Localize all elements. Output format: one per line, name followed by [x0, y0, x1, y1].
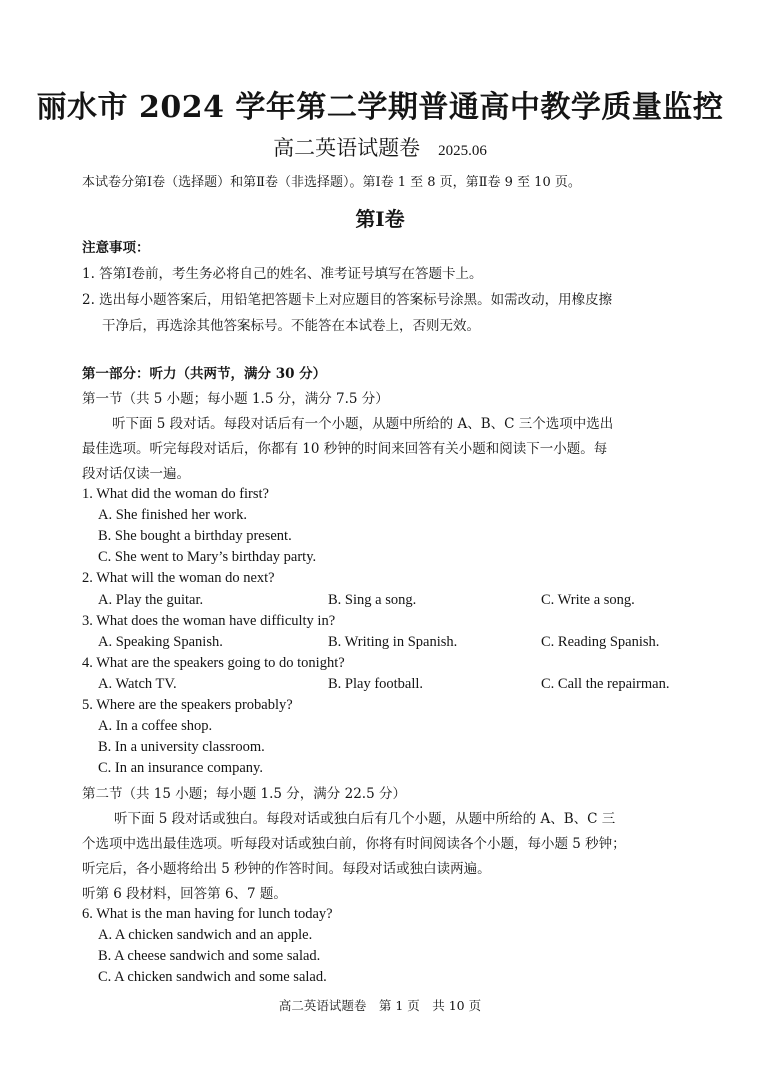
option-b: B. She bought a birthday present. [98, 528, 292, 544]
page-footer: 高二英语试题卷 第 1 页 共 10 页 [278, 998, 482, 1013]
exam-title: 丽水市 2024 学年第二学期普通高中教学质量监控 [36, 90, 724, 125]
section1-heading: 第一部分：听力（共两节，满分 30 分） [82, 366, 327, 382]
exam-date: 2025.06 [438, 143, 487, 159]
option-a: A. A chicken sandwich and an apple. [98, 927, 313, 943]
exam-intro: 本试卷分第Ⅰ卷（选择题）和第Ⅱ卷（非选择题）。第Ⅰ卷 1 至 8 页，第Ⅱ卷 9 至 10 页。 [82, 175, 581, 190]
option-a: A. She finished her work. [98, 507, 248, 523]
question-stem: 3. What does the woman have difficulty in? [82, 613, 336, 629]
option-a: A. Watch TV. [98, 676, 177, 692]
question-stem: 5. Where are the speakers probably? [82, 697, 293, 713]
option-a: A. Speaking Spanish. [98, 634, 223, 650]
option-b: B. Writing in Spanish. [328, 634, 458, 650]
question-stem: 2. What will the woman do next? [82, 570, 275, 586]
notice-item-2-cont: 干净后，再选涂其他答案标号。不能答在本试卷上，否则无效。 [102, 318, 480, 334]
option-a: A. Play the guitar. [98, 592, 204, 608]
option-b: B. In a university classroom. [98, 739, 265, 755]
question-stem: 4. What are the speakers going to do tonight? [82, 655, 345, 671]
option-c: C. Reading Spanish. [541, 634, 660, 650]
section2-instruction-end: 听完后，各小题将给出 5 秒钟的作答时间。每段对话或独白读两遍。 [82, 861, 491, 877]
question-stem: 6. What is the man having for lunch today? [82, 906, 333, 922]
section2-instruction: 听下面 5 段对话或独白。每段对话或独白后有几个小题，从题中所给的 A、B、C 三 [114, 811, 616, 827]
section2-heading: 第二节（共 15 小题；每小题 1.5 分，满分 22.5 分） [82, 786, 406, 802]
section2-instruction-cont: 个选项中选出最佳选项。听每段对话或独白前，你将有时间阅读各个小题，每小题 5 秒钟； [82, 836, 626, 852]
notice-heading: 注意事项： [82, 240, 150, 256]
option-b: B. Sing a song. [328, 592, 417, 608]
question-stem: 1. What did the woman do first? [82, 486, 269, 502]
sub1-instruction-end: 段对话仅读一遍。 [82, 466, 190, 482]
option-b: B. A cheese sandwich and some salad. [98, 948, 321, 964]
part-title: 第Ⅰ卷 [355, 207, 405, 231]
notice-item-1: 1. 答第Ⅰ卷前，考生务必将自己的姓名、准考证号填写在答题卡上。 [82, 266, 483, 282]
option-a: A. In a coffee shop. [98, 718, 213, 734]
subtitle-text: 高二英语试题卷 [273, 136, 421, 160]
notice-item-2: 2. 选出每小题答案后，用铅笔把答题卡上对应题目的答案标号涂黑。如需改动，用橡皮擦 [82, 292, 613, 308]
sub1-instruction: 听下面 5 段对话。每段对话后有一个小题，从题中所给的 A、B、C 三个选项中选出 [112, 416, 614, 432]
option-c: C. Write a song. [541, 592, 635, 608]
exam-subtitle [0, 132, 760, 162]
option-b: B. Play football. [328, 676, 424, 692]
option-c: C. She went to Mary’s birthday party. [98, 549, 317, 565]
option-c: C. A chicken sandwich and some salad. [98, 969, 327, 985]
option-c: C. In an insurance company. [98, 760, 263, 776]
option-c: C. Call the repairman. [541, 676, 670, 692]
sub1-heading: 第一节（共 5 小题；每小题 1.5 分，满分 7.5 分） [82, 391, 389, 407]
sub1-instruction-cont: 最佳选项。听完每段对话后，你都有 10 秒钟的时间来回答有关小题和阅读下一小题。每 [82, 441, 608, 457]
material-6-label: 听第 6 段材料，回答第 6、7 题。 [82, 886, 287, 902]
